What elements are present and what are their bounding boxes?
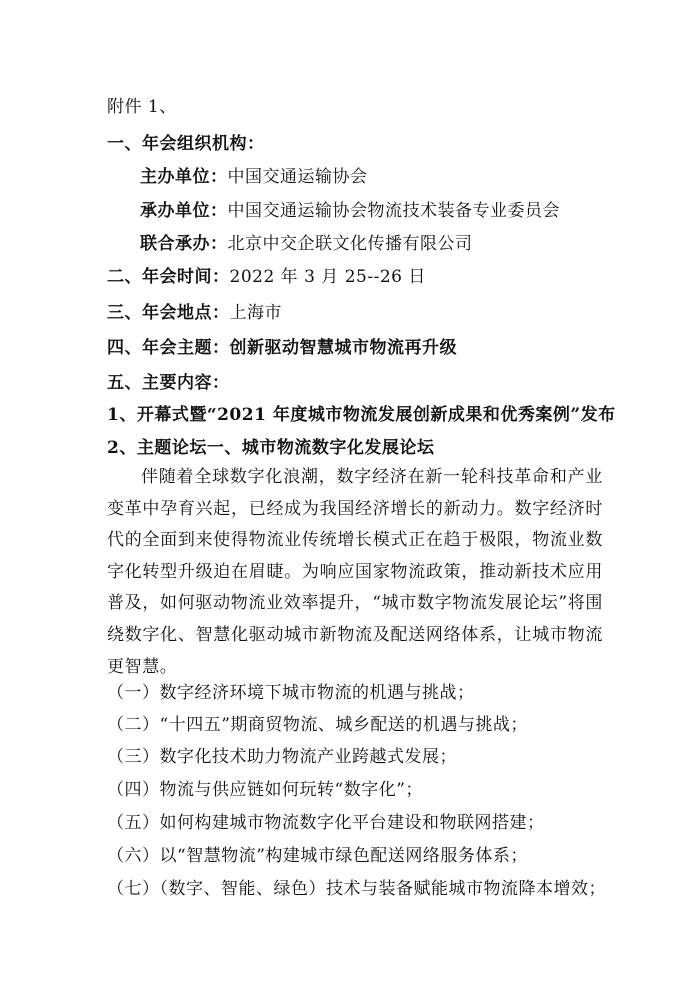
organizer-value: 中国交通运输协会物流技术装备专业委员会 — [227, 201, 560, 221]
location-row — [107, 303, 282, 323]
forum-description-paragraph: 伴随着全球数字化浪潮，数字经济在新一轮科技革命和产业变革中孕育兴起，已经成为我国经济增长的新动力。数字经济时代的全面到来使得物流业传统增长模式正在趋于极限，物流业数字化转型升级迫在眉睫。为响应国家物流政策，推动新技术应用普及，如何驱动物流业效率提升，“城市数字物流发展论坛”将围绕数字化、智慧化驱动城市新物流及配送网络体系，让城市物流更智慧。 — [107, 467, 603, 677]
time-label: 二、年会时间： — [107, 267, 230, 287]
topic-item: （七）（数字、智能、绿色）技术与装备赋能城市物流降本增效； — [107, 879, 606, 899]
attachment-label: 附件 1、 — [107, 97, 177, 117]
location-value: 上海市 — [229, 303, 282, 323]
content-item-2: 2、主题论坛一、城市物流数字化发展论坛 — [107, 438, 435, 458]
host-row — [140, 167, 368, 187]
co-organizer-label: 联合承办： — [140, 234, 228, 254]
section-1-heading: 一、年会组织机构： — [107, 134, 265, 154]
topic-item: （一）数字经济环境下城市物流的机遇与挑战； — [107, 683, 475, 703]
organizer-label: 承办单位： — [140, 201, 228, 221]
theme-value: 创新驱动智慧城市物流再升级 — [229, 338, 457, 358]
co-organizer-value: 北京中交企联文化传播有限公司 — [227, 234, 473, 254]
time-row — [107, 267, 426, 287]
section-5-heading: 五、主要内容： — [107, 373, 230, 393]
theme-label: 四、年会主题： — [107, 338, 230, 358]
host-label: 主办单位： — [140, 167, 228, 187]
topic-item: （三）数字化技术助力物流产业跨越式发展； — [107, 747, 457, 767]
content-item-1: 1、开幕式暨“2021 年度城市物流发展创新成果和优秀案例”发布 — [107, 405, 616, 425]
host-value: 中国交通运输协会 — [227, 167, 368, 187]
location-label: 三、年会地点： — [107, 303, 230, 323]
organizer-row — [140, 201, 560, 221]
topic-item: （二）“十四五”期商贸物流、城乡配送的机遇与挑战； — [107, 715, 528, 735]
theme-row — [107, 338, 457, 358]
topic-item: （四）物流与供应链如何玩转“数字化”； — [107, 780, 423, 800]
topic-item: （五）如何构建城市物流数字化平台建设和物联网搭建； — [107, 813, 545, 833]
topic-item: （六）以“智慧物流”构建城市绿色配送网络服务体系； — [107, 846, 528, 866]
co-organizer-row — [140, 234, 473, 254]
time-value: 2022 年 3 月 25--26 日 — [229, 267, 426, 287]
